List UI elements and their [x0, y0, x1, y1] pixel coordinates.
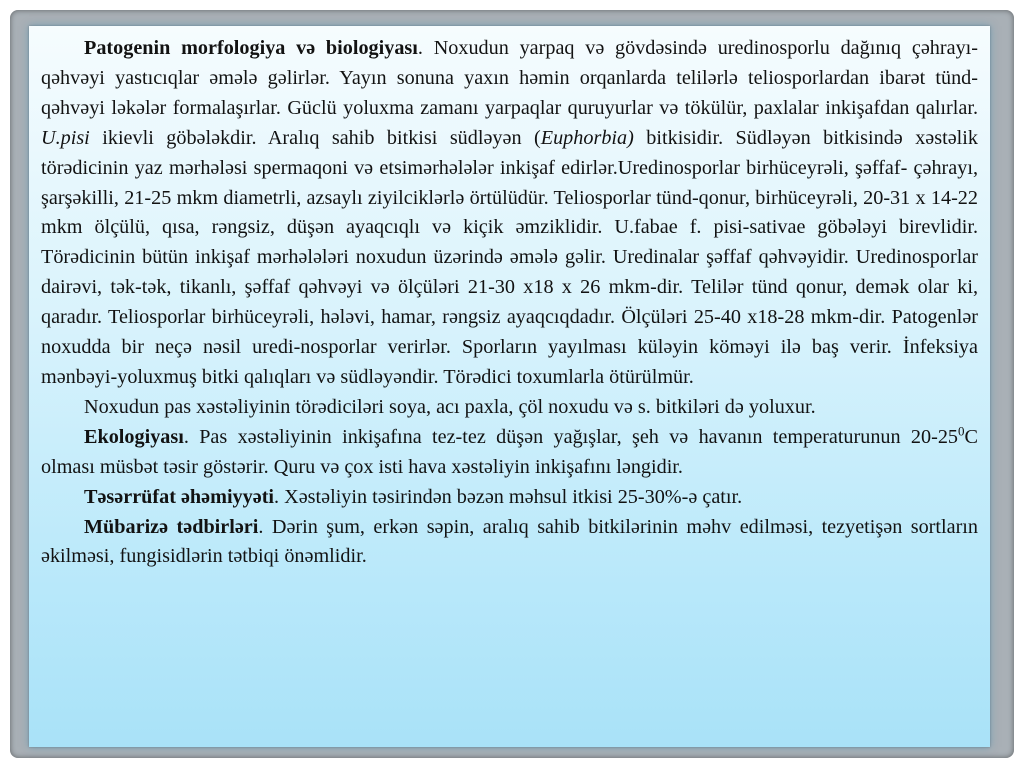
text-segment: Noxudun pas xəstəliyinin törədiciləri soya, acı paxla, çöl noxudu və s. bitkiləri də yoluxur. — [84, 395, 816, 418]
degree-superscript: 0 — [958, 423, 965, 439]
text-segment: C olması müsbət təsir göstərir. Quru və çox isti hava xəstəliyin inkişafını ləngidir. — [41, 425, 978, 478]
paragraph-economic-importance — [41, 483, 978, 513]
text-segment: . Xəstəliyin təsirindən bəzən məhsul itkisi 25-30%-ə çatır. — [274, 485, 743, 508]
paragraph-hosts — [41, 393, 978, 423]
text-segment: bitkisidir. Südləyən bitkisində xəstəlik törədicinin yaz mərhələsi spermaqoni və etsimərhələlər inkişaf edirlər.Uredinosporlar birhüceyrəli, şəffaf- çəhrayı, şarşəkilli, 21-25 mkm diametrli, azsaylı ziyilciklərlə örtülüdür. Teliosporlar tünd-qonur, birhüceyrəli, 20-31 x 14-22 mkm ölçülü, qısa, rəngsiz, düşən ayaqcıqlı və kiçik əmziklidir. U.fabae f. pisi-sativae göbələyi birevlidir. Törədicinin bütün inkişaf mərhələləri noxudun üzərində əmələ gəlir. Uredinalar şəffaf qəhvəyidir. Uredinosporlar dairəvi, tək-tək, tikanlı, şəffaf qəhvəyi və ölçüləri 21-30 x18 x 26 mkm-dir. Telilər tünd qonur, demək olar ki, qaradır. Teliosporlar birhüceyrəli, hələvi, hamar, rəngsiz ayaqcıqdadır. Ölçüləri 25-40 x18-28 mkm-dir. Patogenlər noxudda bir neçə nəsil uredi-nosporlar verirlər. Sporların yayılması küləyin köməyi ilə baş verir. İnfeksiya mənbəyi-yoluxmuş bitki qalıqları və südləyəndir. Törədici toxumlarla ötürülmür. — [41, 126, 978, 388]
italic-species: U.pisi — [41, 126, 90, 149]
heading-ecology: Ekologiyası — [84, 425, 184, 448]
text-segment: . Pas xəstəliyinin inkişafına tez-tez düşən yağışlar, şeh və havanın temperaturunun 20-25 — [183, 425, 959, 448]
text-segment: . Dərin şum, erkən səpin, aralıq sahib bitkilərinin məhv edilməsi, tezyetişən sortların əkilməsi, fungisidlərin tətbiqi önəmlidir. — [41, 515, 979, 568]
slide-content — [29, 26, 990, 747]
paragraph-morphology — [41, 34, 978, 393]
heading-control-measures: Mübarizə tədbirləri — [84, 515, 259, 538]
heading-morphology: Patogenin morfologiya və biologiyası — [84, 37, 418, 59]
text-segment: ikievli göbələkdir. Aralıq sahib bitkisi südləyən ( — [89, 126, 541, 149]
paragraph-control-measures — [41, 513, 978, 573]
text-segment: . Noxudun yarpaq və gövdəsində uredinosporlu dağınıq çəhrayı-qəhvəyi yastıcıqlar əmələ gəlirlər. Yayın sonuna yaxın həmin orqanlarda telilərlə teliosporlardan ibarət tünd- qəhvəyi ləkələr formalaşırlar. Güclü yoluxma zamanı yarpaqlar quruyurlar və tökülür, paxlalar inkişafdan qalırlar. — [41, 37, 978, 119]
heading-economic-importance: Təsərrüfat əhəmiyyəti — [84, 485, 275, 508]
document-body — [41, 34, 978, 572]
italic-genus: Euphorbia) — [540, 126, 634, 149]
paragraph-ecology — [41, 423, 978, 483]
